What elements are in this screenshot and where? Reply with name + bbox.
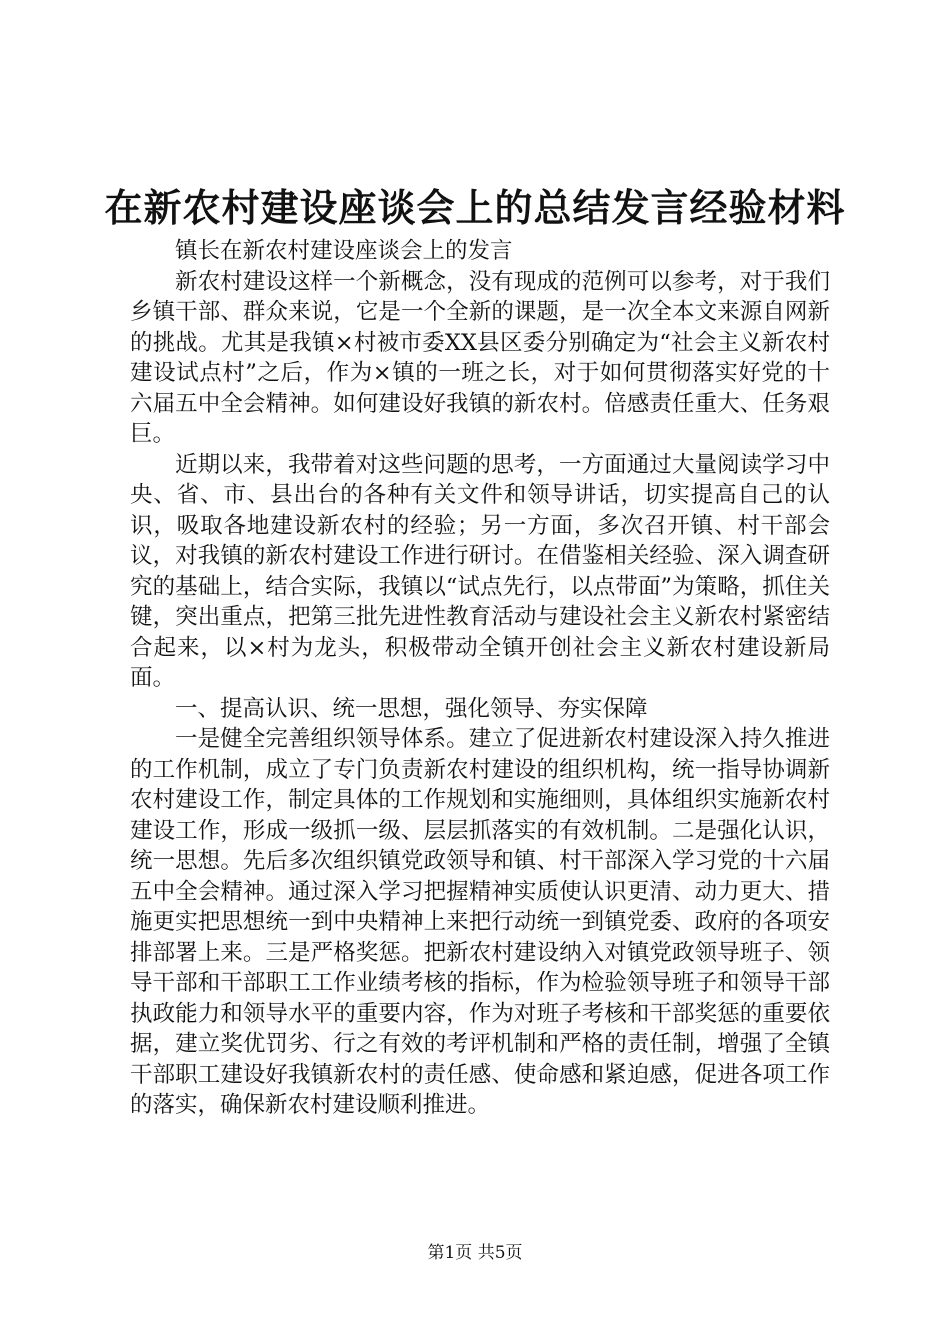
page-number-footer: 第1页 共5页 [427,1243,523,1263]
section-heading-1: 一、提高认识、统一思想，强化领导、夯实保障 [175,695,648,722]
paragraph-speech-heading: 镇长在新农村建设座谈会上的发言 [175,238,513,264]
paragraph-recent-work: 近期以来，我带着对这些问题的思考，一方面通过大量阅读学习中央、省、市、县出台的各种有关文件和领导讲话，切实提高自己的认识，吸取各地建设新农村的经验；另一方面，多次召开镇、村干部会议，对我镇的新农村建设工作进行研讨。在借鉴相关经验、深入调查研究的基础上，结合实际，我镇以“试点先行，以点带面”为策略，抓住关键，突出重点，把第三批先进性教育活动与建设社会主义新农村紧密结合起来，以×村为龙头，积极带动全镇开创社会主义新农村建设新局面。 [130,451,830,691]
document-body [130,236,830,1121]
paragraph-intro: 新农村建设这样一个新概念，没有现成的范例可以参考，对于我们乡镇干部、群众来说，它是一个全新的课题，是一次全本文来源自网新的挑战。尤其是我镇×村被市委XX县区委分别确定为“社会主义新农村建设试点村”之后，作为×镇的一班之长，对于如何贯彻落实好党的十六届五中全会精神。如何建设好我镇的新农村。倍感责任重大、任务艰巨。 [130,268,830,447]
paragraph-section-1-body: 一是健全完善组织领导体系。建立了促进新农村建设深入持久推进的工作机制，成立了专门负责新农村建设的组织机构，统一指导协调新农村建设工作，制定具体的工作规划和实施细则，具体组织实施新农村建设工作，形成一级抓一级、层层抓落实的有效机制。二是强化认识，统一思想。先后多次组织镇党政领导和镇、村干部深入学习党的十六届五中全会精神。通过深入学习把握精神实质使认识更清、动力更大、措施更实把思想统一到中央精神上来把行动统一到镇党委、政府的各项安排部署上来。三是严格奖惩。把新农村建设纳入对镇党政领导班子、领导干部和干部职工工作业绩考核的指标，作为检验领导班子和领导干部执政能力和领导水平的重要内容，作为对班子考核和干部奖惩的重要依据，建立奖优罚劣、行之有效的考评机制和严格的责任制，增强了全镇干部职工建设好我镇新农村的责任感、使命感和紧迫感，促进各项工作的落实，确保新农村建设顺利推进。 [130,726,830,1118]
document-title: 在新农村建设座谈会上的总结发言经验材料 [104,185,846,230]
